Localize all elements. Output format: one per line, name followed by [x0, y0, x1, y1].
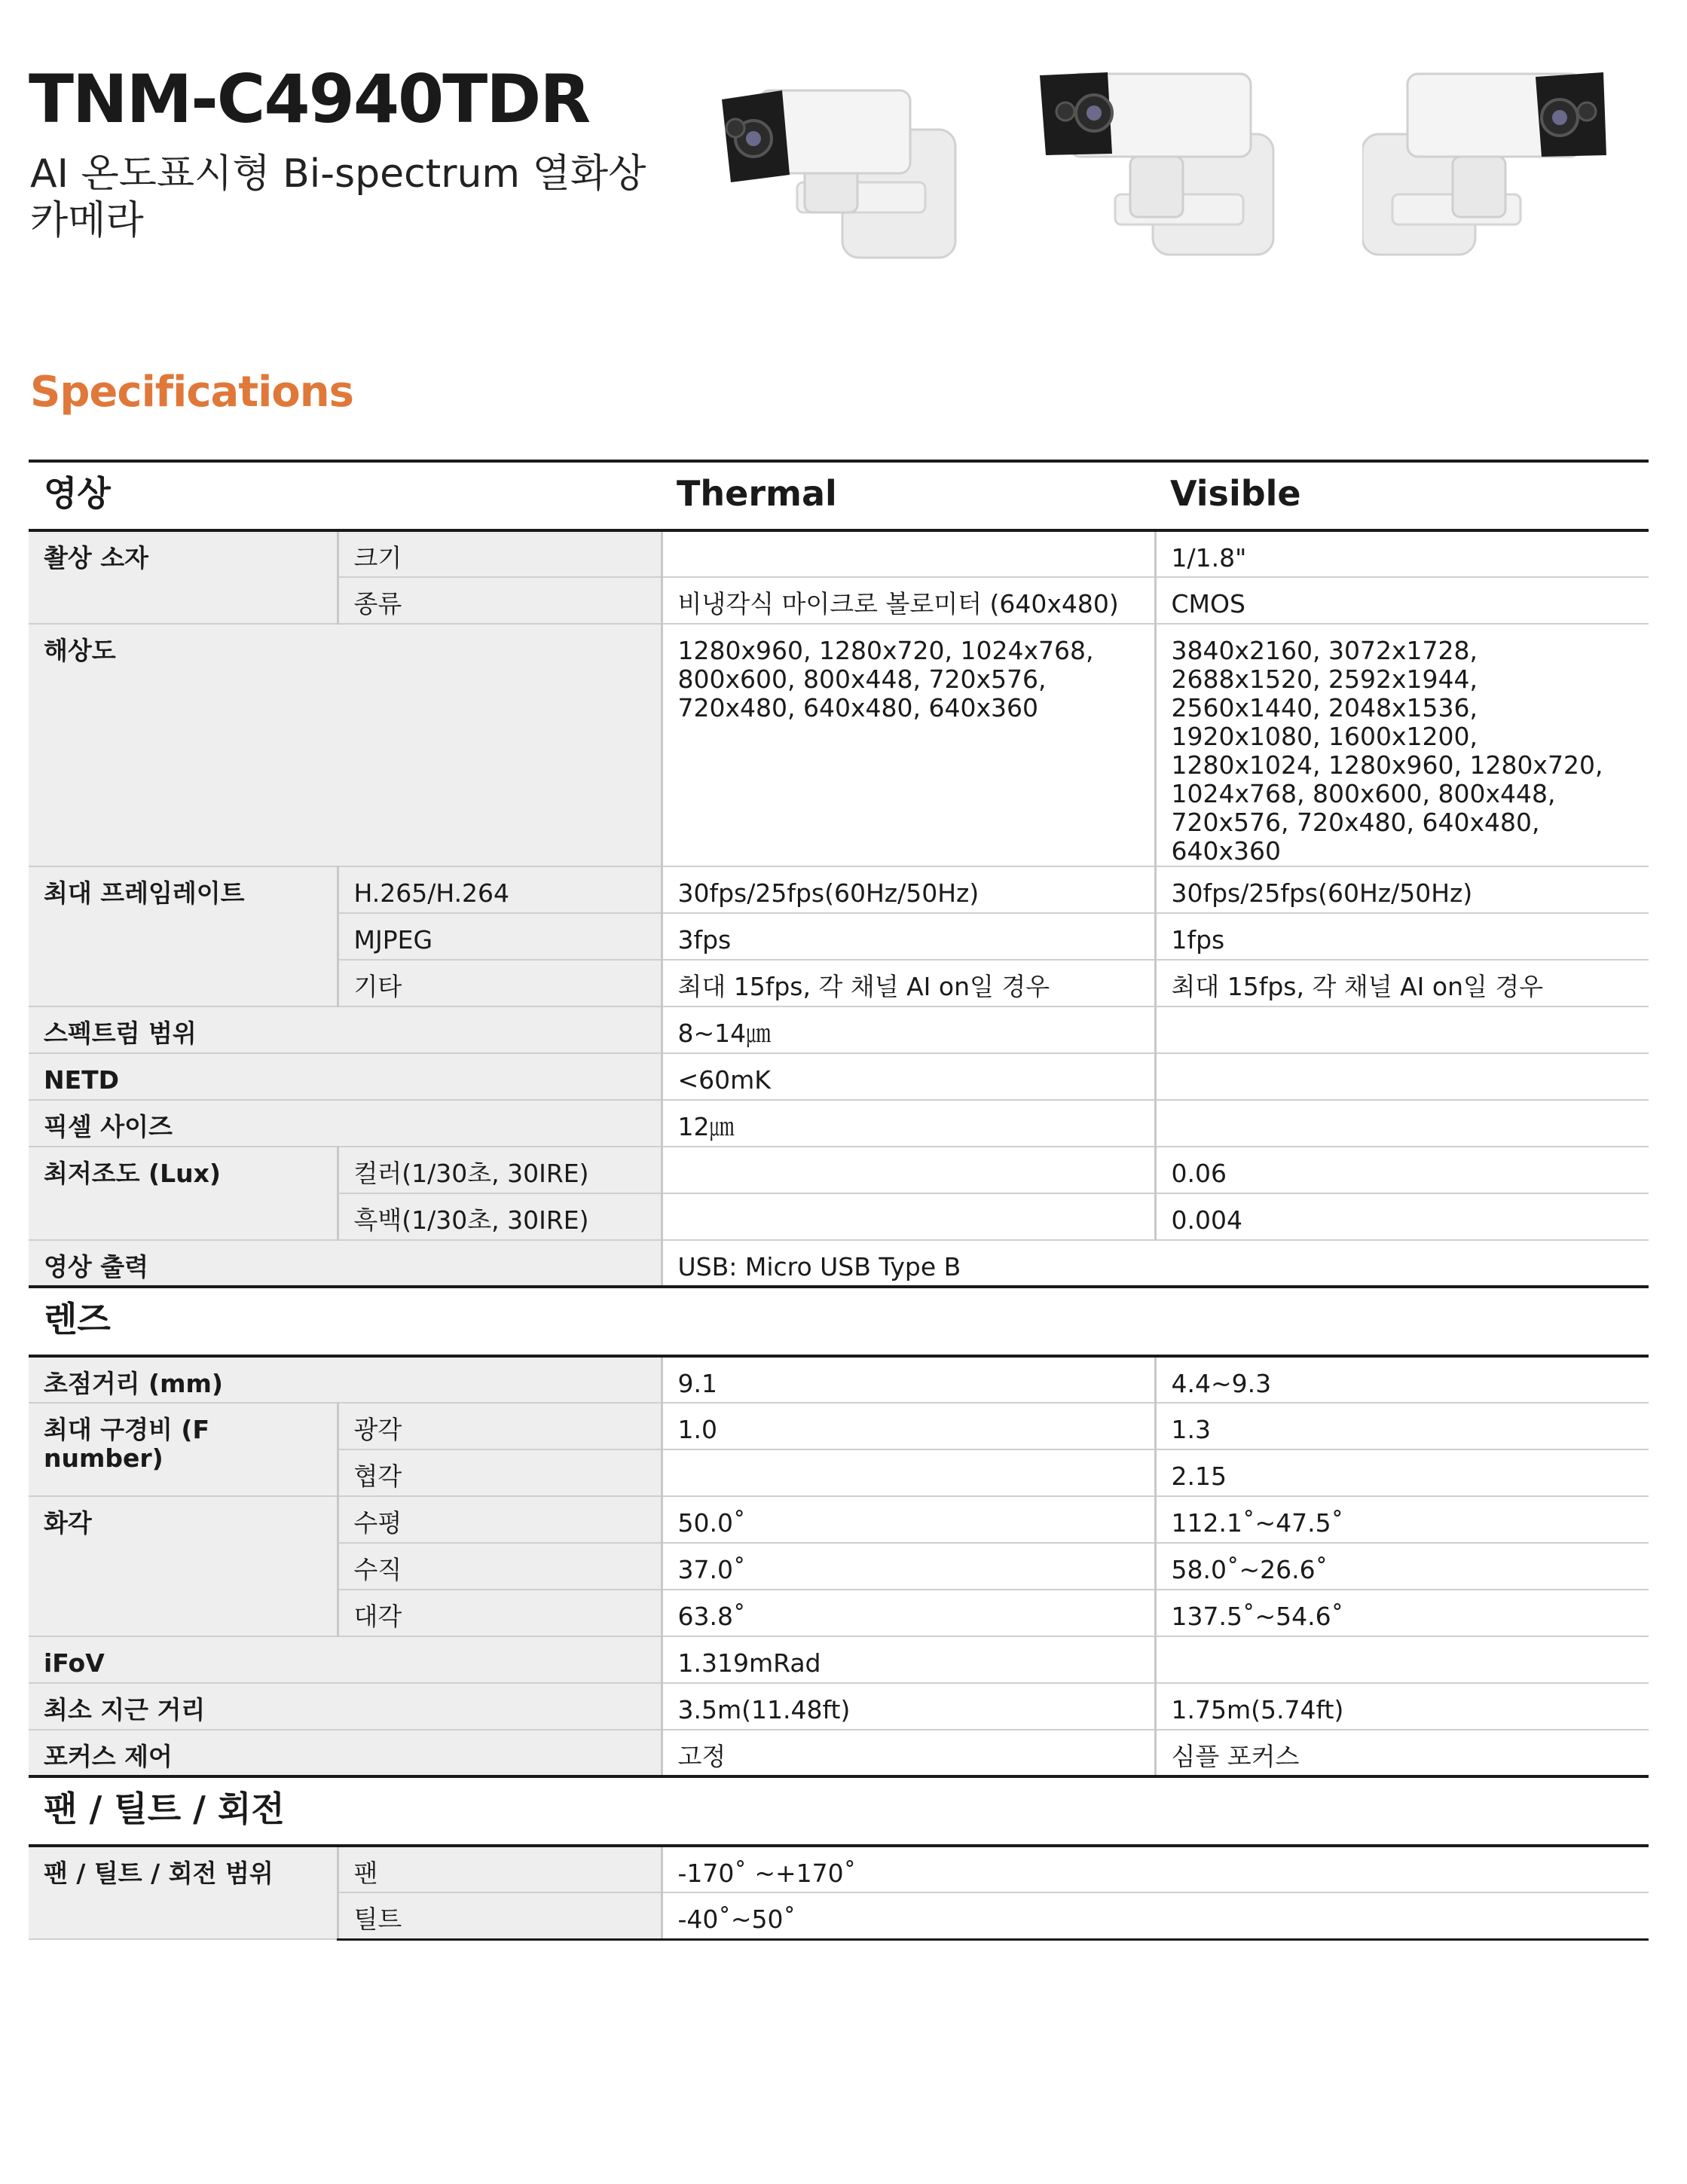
row-label-fov: 화각	[29, 1496, 338, 1636]
thermal-value: 3fps	[662, 913, 1155, 960]
thermal-value	[662, 530, 1155, 577]
visible-value: 2.15	[1155, 1449, 1649, 1496]
row-label-focal-length: 초점거리 (mm)	[29, 1356, 662, 1403]
thermal-value: <60mK	[662, 1053, 1155, 1100]
visible-value	[1155, 1053, 1649, 1100]
thermal-value: 50.0˚	[662, 1496, 1155, 1543]
product-model: TNM-C4940TDR	[29, 60, 590, 138]
thermal-value: 37.0˚	[662, 1543, 1155, 1590]
thermal-value: 3.5m(11.48ft)	[662, 1683, 1155, 1730]
row-label-ptr-range: 팬 / 틸트 / 회전 범위	[29, 1846, 338, 1939]
thermal-value: 8~14㎛	[662, 1006, 1155, 1053]
row-sublabel: 수평	[338, 1496, 662, 1543]
table-row	[29, 866, 1649, 913]
row-label-sensor: 촬상 소자	[29, 530, 338, 624]
section-header-video	[29, 461, 1649, 530]
row-sublabel: H.265/H.264	[338, 866, 662, 913]
row-label-ifov: iFoV	[29, 1636, 662, 1683]
row-sublabel: 틸트	[338, 1892, 662, 1939]
thermal-value	[662, 1449, 1155, 1496]
table-row	[29, 1100, 1649, 1147]
table-row	[29, 1730, 1649, 1776]
table-row	[29, 1846, 1649, 1892]
column-header-thermal: Thermal	[662, 461, 1155, 530]
visible-value: 58.0˚~26.6˚	[1155, 1543, 1649, 1590]
row-sublabel: 크기	[338, 530, 662, 577]
specifications-heading: Specifications	[30, 368, 353, 417]
table-row	[29, 1403, 1649, 1449]
visible-value: 1/1.8"	[1155, 530, 1649, 577]
visible-value	[1155, 1100, 1649, 1147]
visible-value: 3840x2160, 3072x1728, 2688x1520, 2592x1944, 2560x1440, 2048x1536, 1920x1080, 1600x1200, 1280x1024, 1280x960, 1280x720, 1024x768, 800x600, 800x448, 720x576, 720x480, 640x480, 640x360	[1155, 624, 1649, 866]
section-header-lens	[29, 1287, 1649, 1356]
row-sublabel: 대각	[338, 1590, 662, 1636]
row-label-video-output: 영상 출력	[29, 1240, 662, 1287]
shared-value: -40˚~50˚	[662, 1892, 1649, 1939]
row-label-spectrum: 스펙트럼 범위	[29, 1006, 662, 1053]
product-description: AI 온도표시형 Bi-spectrum 열화상 카메라	[30, 151, 646, 243]
shared-value: USB: Micro USB Type B	[662, 1240, 1649, 1287]
thermal-value: 고정	[662, 1730, 1155, 1776]
visible-value	[1155, 1636, 1649, 1683]
table-row	[29, 1496, 1649, 1543]
thermal-value: 30fps/25fps(60Hz/50Hz)	[662, 866, 1155, 913]
visible-value: 0.06	[1155, 1147, 1649, 1193]
visible-value: 1.75m(5.74ft)	[1155, 1683, 1649, 1730]
table-row	[29, 624, 1649, 866]
row-sublabel: 팬	[338, 1846, 662, 1892]
thermal-value	[662, 1147, 1155, 1193]
row-label-pixel-size: 픽셀 사이즈	[29, 1100, 662, 1147]
row-sublabel: 기타	[338, 960, 662, 1006]
camera-image-left	[714, 69, 963, 265]
table-row	[29, 530, 1649, 577]
row-sublabel: 협각	[338, 1449, 662, 1496]
visible-value	[1155, 1006, 1649, 1053]
camera-image-right	[1362, 66, 1611, 262]
thermal-value: 최대 15fps, 각 채널 AI on일 경우	[662, 960, 1155, 1006]
row-label-min-illumination: 최저조도 (Lux)	[29, 1147, 338, 1240]
table-row	[29, 1006, 1649, 1053]
camera-image-center	[1040, 66, 1288, 262]
table-row	[29, 1240, 1649, 1287]
column-header-visible: Visible	[1155, 461, 1649, 530]
thermal-value: 1.0	[662, 1403, 1155, 1449]
visible-value: 30fps/25fps(60Hz/50Hz)	[1155, 866, 1649, 913]
thermal-value: 12㎛	[662, 1100, 1155, 1147]
table-row	[29, 1683, 1649, 1730]
row-label-min-distance: 최소 지근 거리	[29, 1683, 662, 1730]
thermal-value: 비냉각식 마이크로 볼로미터 (640x480)	[662, 577, 1155, 624]
visible-value: CMOS	[1155, 577, 1649, 624]
visible-value: 112.1˚~47.5˚	[1155, 1496, 1649, 1543]
thermal-value	[662, 1193, 1155, 1240]
row-label-framerate: 최대 프레임레이트	[29, 866, 338, 1006]
table-row	[29, 1356, 1649, 1403]
visible-value: 0.004	[1155, 1193, 1649, 1240]
thermal-value: 1.319mRad	[662, 1636, 1155, 1683]
visible-value: 137.5˚~54.6˚	[1155, 1590, 1649, 1636]
row-sublabel: 수직	[338, 1543, 662, 1590]
row-label-fnumber: 최대 구경비 (F number)	[29, 1403, 338, 1496]
row-sublabel: 컬러(1/30초, 30IRE)	[338, 1147, 662, 1193]
row-sublabel: MJPEG	[338, 913, 662, 960]
row-sublabel: 흑백(1/30초, 30IRE)	[338, 1193, 662, 1240]
section-title-pan-tilt-rotate: 팬 / 틸트 / 회전	[29, 1776, 1649, 1846]
visible-value: 최대 15fps, 각 채널 AI on일 경우	[1155, 960, 1649, 1006]
row-sublabel: 종류	[338, 577, 662, 624]
section-header-pan-tilt-rotate	[29, 1776, 1649, 1846]
thermal-value: 63.8˚	[662, 1590, 1155, 1636]
row-label-resolution: 해상도	[29, 624, 662, 866]
shared-value: -170˚ ~+170˚	[662, 1846, 1649, 1892]
visible-value: 4.4~9.3	[1155, 1356, 1649, 1403]
row-label-netd: NETD	[29, 1053, 662, 1100]
table-row	[29, 1636, 1649, 1683]
visible-value: 1fps	[1155, 913, 1649, 960]
section-title-video: 영상	[29, 461, 662, 530]
row-sublabel: 광각	[338, 1403, 662, 1449]
visible-value: 심플 포커스	[1155, 1730, 1649, 1776]
specifications-table	[29, 460, 1649, 1941]
visible-value: 1.3	[1155, 1403, 1649, 1449]
table-row	[29, 1053, 1649, 1100]
thermal-value: 9.1	[662, 1356, 1155, 1403]
table-row	[29, 1147, 1649, 1193]
thermal-value: 1280x960, 1280x720, 1024x768, 800x600, 800x448, 720x576, 720x480, 640x480, 640x360	[662, 624, 1155, 866]
section-title-lens: 렌즈	[29, 1287, 1649, 1356]
row-label-focus-control: 포커스 제어	[29, 1730, 662, 1776]
